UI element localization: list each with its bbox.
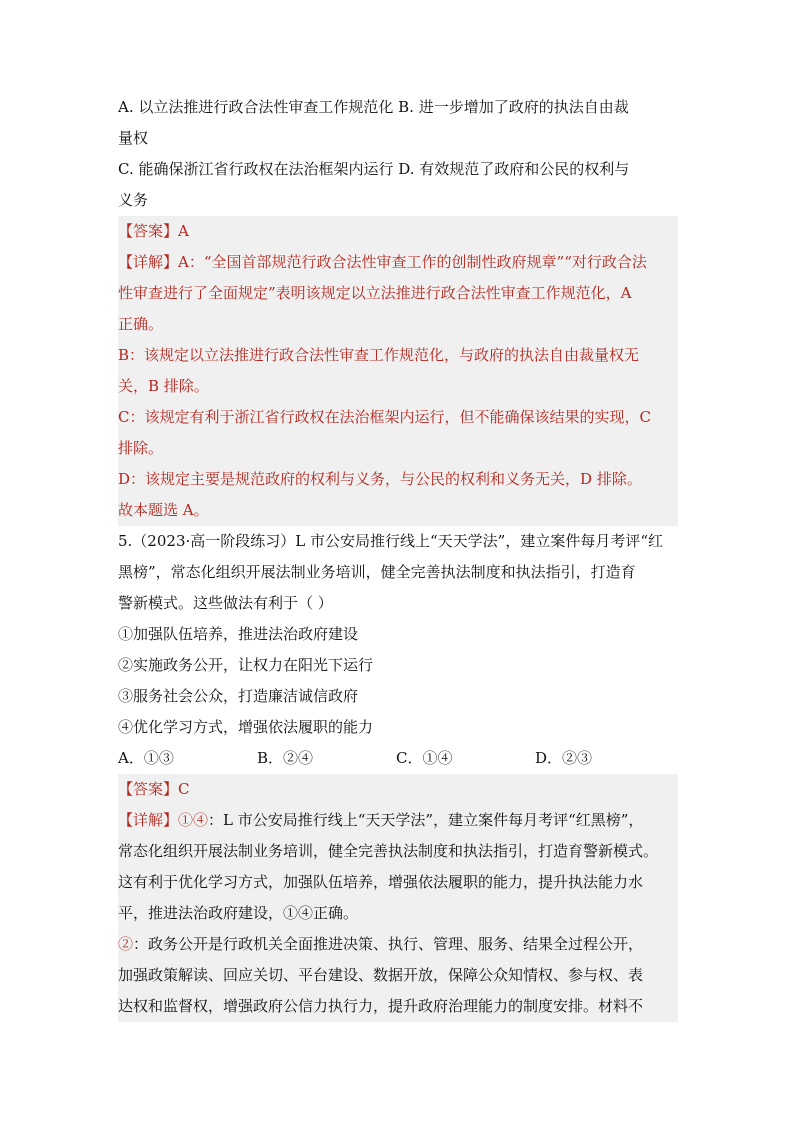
q4-explanation-line-3: 正确。	[118, 309, 678, 340]
explanation-text: ：L 市公安局推行线上“天天学法”，建立案件每月考评“红黑榜”，	[208, 811, 644, 829]
q4-explanation-line-1	[118, 247, 678, 278]
q5-answer	[118, 774, 678, 805]
q5-stem-line-1: 5.（2023·高一阶段练习）L 市公安局推行线上“天天学法”，建立案件每月考评“红	[118, 532, 663, 550]
q4-explanation-line-8: D：该规定主要是规范政府的权利与义务，与公民的权利和义务无关，D 排除。	[118, 464, 678, 495]
answer-label: 【答案】	[118, 222, 179, 240]
q5-explanation-line-7: 达权和监督权，增强政府公信力执行力，提升政府治理能力的制度安排。材料不	[118, 991, 678, 1022]
page-content	[118, 92, 678, 1022]
q4-explanation-line-5: 关，B 排除。	[118, 371, 678, 402]
q4-explanation-line-9: 故本题选 A。	[118, 495, 678, 526]
q5-explanation-line-1	[118, 805, 678, 836]
explanation-label: 【详解】	[118, 253, 179, 271]
q4-option-line-3: C. 能确保浙江省行政权在法治框架内运行 D. 有效规范了政府和公民的权利与	[118, 160, 630, 178]
explanation-marker: ②	[118, 935, 134, 953]
q4-option-line-1: A. 以立法推进行政合法性审查工作规范化 B. 进一步增加了政府的执法自由裁	[118, 98, 629, 116]
q5-explanation-line-6: 加强政策解读、回应关切、平台建设、数据开放，保障公众知情权、参与权、表	[118, 960, 678, 991]
q5-choice-c: C．①④	[396, 749, 453, 767]
q4-answer	[118, 216, 678, 247]
q5-choice-b: B．②④	[257, 749, 314, 767]
q5-stem-line-3: 警新模式。这些做法有利于（ ）	[118, 594, 333, 612]
q4-option-line-2: 量权	[118, 129, 149, 147]
q5-item-1: ①加强队伍培养，推进法治政府建设	[118, 625, 359, 643]
explanation-label: 【详解】	[118, 811, 179, 829]
q5-explanation-line-5	[118, 929, 678, 960]
q5-item-4: ④优化学习方式，增强依法履职的能力	[118, 718, 374, 736]
q5-item-3: ③服务社会公众，打造廉洁诚信政府	[118, 687, 359, 705]
q5-choices	[118, 743, 678, 774]
answer-value: C	[178, 780, 190, 798]
answer-label: 【答案】	[118, 780, 179, 798]
q5-choice-d: D．②③	[535, 749, 593, 767]
q4-explanation-line-6: C：该规定有利于浙江省行政权在法治框架内运行，但不能确保该结果的实现，C	[118, 402, 678, 433]
q4-explanation-line-7: 排除。	[118, 433, 678, 464]
q5-explanation-line-2: 常态化组织开展法制业务培训，健全完善执法制度和执法指引，打造育警新模式。	[118, 836, 678, 867]
q5-choice-a: A．①③	[118, 749, 174, 767]
explanation-marker: ①④	[178, 811, 209, 829]
q5-explanation-line-4: 平，推进法治政府建设，①④正确。	[118, 898, 678, 929]
q5-stem-line-2: 黑榜”，常态化组织开展法制业务培训，健全完善执法制度和执法指引，打造育	[118, 563, 636, 581]
q4-option-line-4: 义务	[118, 191, 149, 209]
answer-value: A	[178, 222, 189, 240]
q5-explanation-line-3: 这有利于优化学习方式，加强队伍培养，增强依法履职的能力，提升执法能力水	[118, 867, 678, 898]
q4-explanation-line-2: 性审查进行了全面规定”表明该规定以立法推进行政合法性审查工作规范化，A	[118, 278, 678, 309]
q5-item-2: ②实施政务公开，让权力在阳光下运行	[118, 656, 374, 674]
q4-explanation-line-4: B：该规定以立法推进行政合法性审查工作规范化，与政府的执法自由裁量权无	[118, 340, 678, 371]
explanation-text: ：政务公开是行政机关全面推进决策、执行、管理、服务、结果全过程公开，	[133, 935, 644, 953]
explanation-text: A：“全国首部规范行政合法性审查工作的创制性政府规章”“对行政合法	[178, 253, 647, 271]
